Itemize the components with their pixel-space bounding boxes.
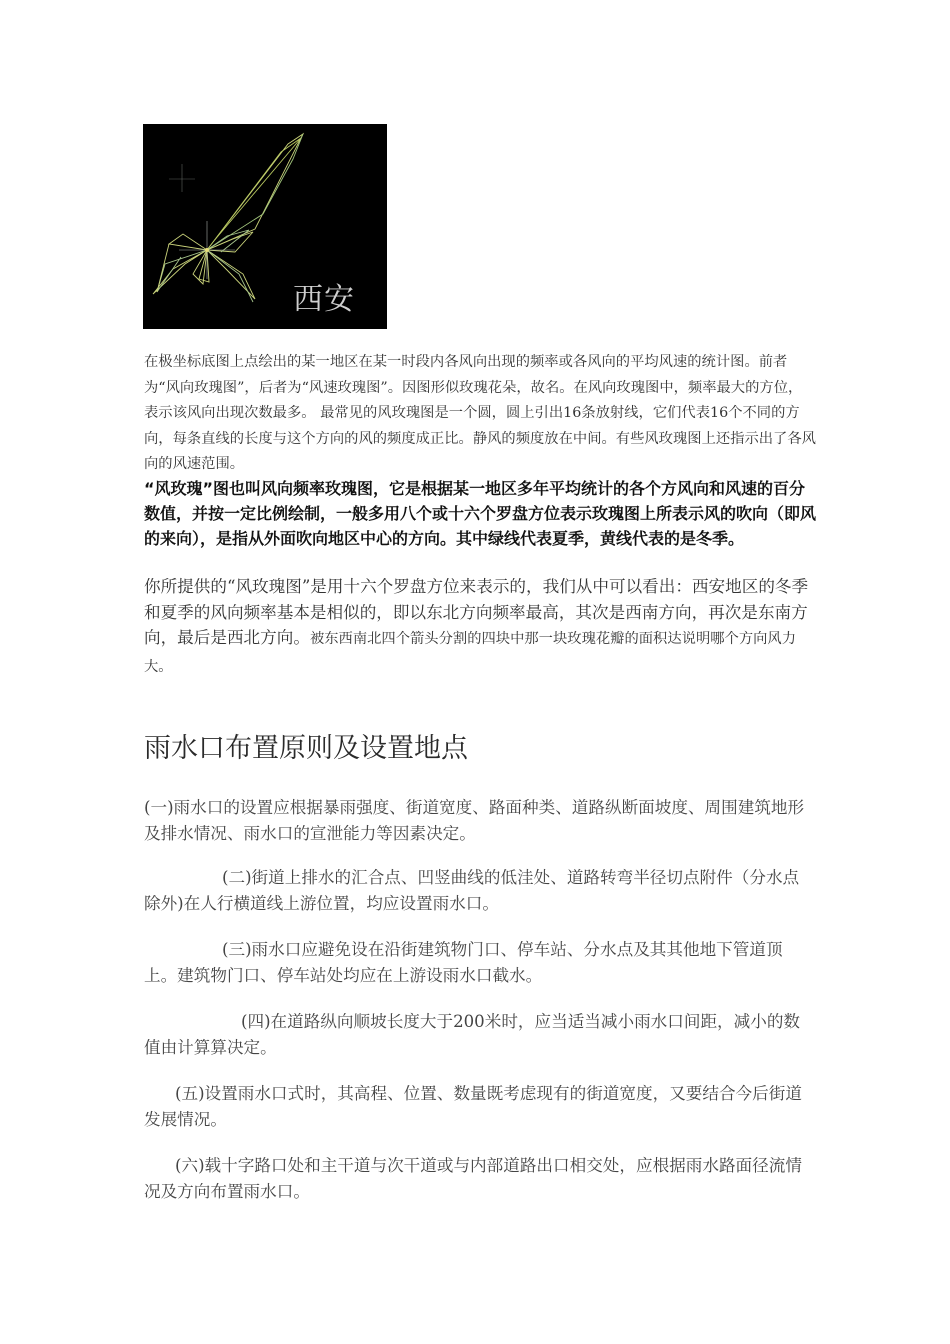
principle-item-6: (六)载十字路口处和主干道与次干道或与内部道路出口相交处，应根据雨水路面径流情况及方向布置雨水口。: [144, 1156, 802, 1201]
intro-paragraph-3: [144, 574, 816, 680]
intro-paragraph-2-bold: “风玫瑰”图也叫风向频率玫瑰图，它是根据某一地区多年平均统计的各个方风向和风速的百分数值，并按一定比例绘制，一般多用八个或十六个罗盘方位表示玫瑰图上所表示风的吹向（即风的来向），是指从外面吹向地区中心的方向。其中绿线代表夏季，黄线代表的是冬季。: [144, 479, 817, 548]
principle-item-5: (五)设置雨水口式时，其高程、位置、数量既考虑现有的街道宽度，又要结合今后街道发展情况。: [144, 1084, 802, 1129]
principle-item-4: (四)在道路纵向顺坡长度大于200米时，应当适当减小雨水口间距，减小的数值由计算算决定。: [144, 1012, 801, 1057]
intro-paragraph-1: 在极坐标底图上点绘出的某一地区在某一时段内各风向出现的频率或各风向的平均风速的统计图。前者为“风向玫瑰图”，后者为“风速玫瑰图”。因图形似玫瑰花朵，故名。在风向玫瑰图中，频率最大的方位，表示该风向出现次数最多。 最常见的风玫瑰图是一个圆，圆上引出16条放射线，它们代表16个不同的方向，每条直线的长度与这个方向的风的频度成正比。静风的频度放在中间。有些风玫瑰图上还指示出了各风向的风速范围。: [144, 354, 816, 472]
intro-paragraph-3-main: 你所提供的“风玫瑰图”是用十六个罗盘方位来表示的，我们从中可以看出：西安地区的冬季和夏季的风向频率基本是相似的，即以东北方向频率最高，其次是西南方向，再次是东南方向，最后是西北方向。: [144, 577, 809, 647]
intro-paragraph-3-tail: 被东西南北四个箭头分割的四块中那一块玫瑰花瓣的面积达说明哪个方向风力大。: [144, 631, 797, 675]
figure-city-label: 西安: [293, 282, 355, 317]
section-title: 雨水口布置原则及设置地点: [144, 733, 468, 764]
principle-item-1: (一)雨水口的设置应根据暴雨强度、街道宽度、路面种类、道路纵断面坡度、周围建筑地形及排水情况、雨水口的宣泄能力等因素决定。: [144, 798, 805, 843]
wind-rose-figure: [143, 124, 387, 329]
principle-item-2: (二)街道上排水的汇合点、凹竖曲线的低洼处、道路转弯半径切点附件（分水点除外)在人行横道线上游位置，均应设置雨水口。: [144, 868, 800, 913]
principle-item-3: (三)雨水口应避免设在沿街建筑物门口、停车站、分水点及其其他地下管道顶上。建筑物门口、停车站处均应在上游设雨水口截水。: [144, 940, 783, 985]
